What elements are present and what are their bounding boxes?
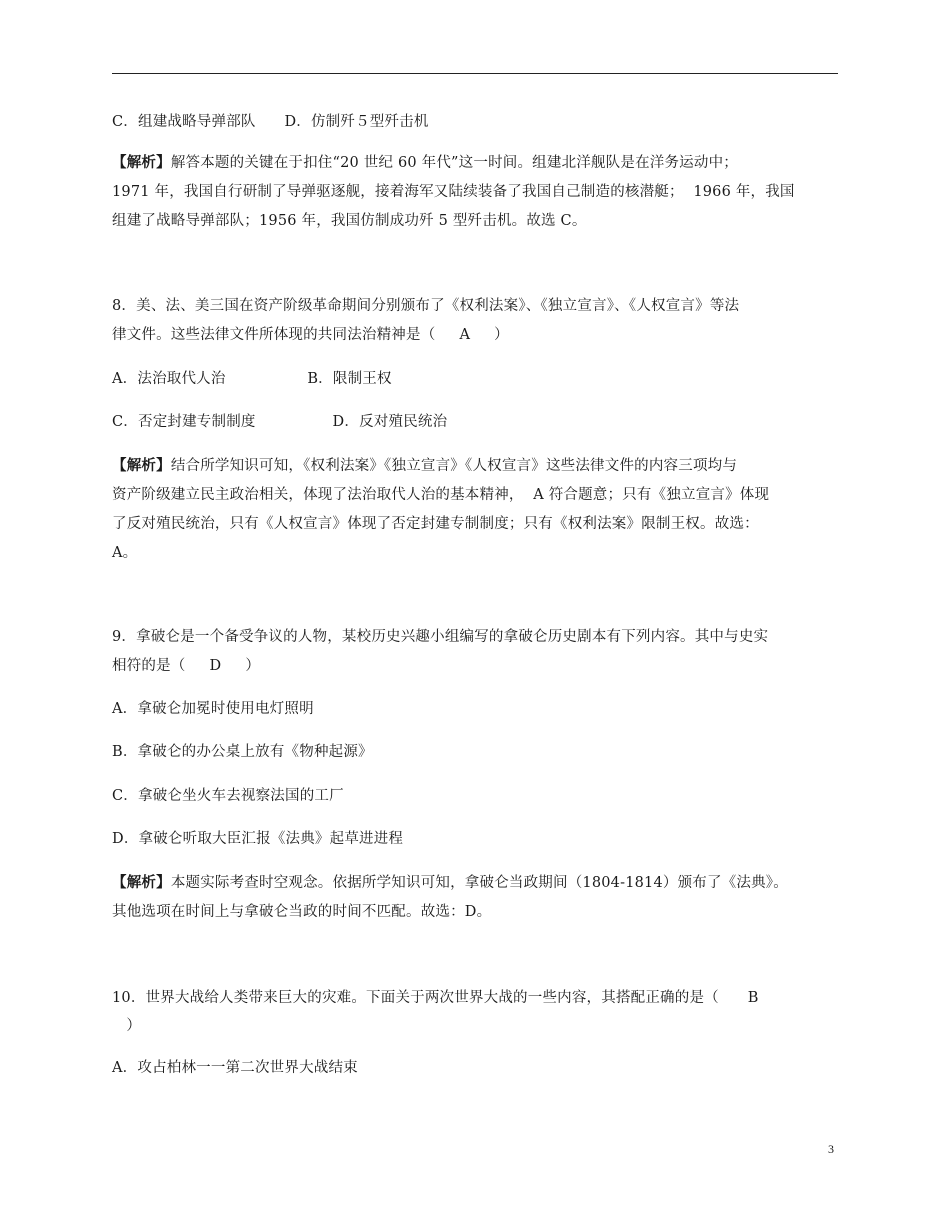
- q7-analysis-tag: 【解析】: [112, 154, 171, 171]
- q9-analysis-line-1: 【解析】本题实际考查时空观念。依据所学知识可知，拿破仑当政期间（1804-1814）颁布了《法典》。: [112, 874, 788, 891]
- q8-stem-line-2: 律文件。这些法律文件所体现的共同法治精神是（ A ）: [112, 327, 509, 343]
- q7-analysis-line-2: 1971 年，我国自行研制了导弹驱逐舰，接着海军又陆续装备了我国自己制造的核潜艇； 1966 年，我国: [112, 184, 795, 200]
- q9-option-c: C．拿破仑坐火车去视察法国的工厂: [112, 788, 344, 804]
- q9-stem-line-1: 9．拿破仑是一个备受争议的人物，某校历史兴趣小组编写的拿破仑历史剧本有下列内容。其中与史实: [112, 629, 769, 645]
- q9-option-d: D．拿破仑听取大臣汇报《法典》起草进进程: [112, 831, 404, 847]
- q9-analysis-tag: 【解析】: [112, 874, 171, 891]
- q10-option-a: A．攻占柏林一一第二次世界大战结束: [112, 1060, 358, 1076]
- q8-analysis-line-4: A。: [112, 545, 138, 561]
- q8-analysis-line-1: 【解析】结合所学知识可知，《权利法案》《独立宣言》《人权宣言》这些法律文件的内容三项均与: [112, 457, 738, 474]
- header-rule: [112, 73, 838, 74]
- q9-stem-line-2: 相符的是（ D ）: [112, 658, 261, 674]
- page-number: 3: [828, 1142, 834, 1156]
- q8-stem-line-1: 8．美、法、美三国在资产阶级革命期间分别颁布了《权利法案》、《独立宣言》、《人权宣言》等法: [112, 298, 740, 314]
- q7-options-cd: C．组建战略导弹部队 D．仿制歼５型歼击机: [112, 114, 429, 130]
- q10-stem-line-2: ）: [112, 1018, 142, 1034]
- q10-stem-line-1: 10．世界大战给人类带来巨大的灾难。下面关于两次世界大战的一些内容，其搭配正确的是（ B: [112, 990, 759, 1006]
- q8-option-cd: C．否定封建专制制度 D．反对殖民统治: [112, 414, 448, 430]
- q8-analysis-line-2: 资产阶级建立民主政治相关，体现了法治取代人治的基本精神， A 符合题意；只有《独立宣言》体现: [112, 487, 770, 503]
- q8-analysis-line-3: 了反对殖民统治，只有《人权宣言》体现了否定封建专制制度；只有《权利法案》限制王权。故选：: [112, 516, 759, 532]
- q8-option-ab: A．法治取代人治 B．限制王权: [112, 371, 392, 387]
- q9-option-b: B．拿破仑的办公桌上放有《物种起源》: [112, 744, 373, 760]
- q7-analysis-line-3: 组建了战略导弹部队；1956 年，我国仿制成功歼 5 型歼击机。故选 C。: [112, 213, 587, 229]
- q9-option-a: A．拿破仑加冕时使用电灯照明: [112, 701, 314, 717]
- q9-analysis-line-2: 其他选项在时间上与拿破仑当政的时间不匹配。故选：D。: [112, 904, 492, 920]
- q7-analysis-line-1: 【解析】解答本题的关键在于扣住“20 世纪 60 年代”这一时间。组建北洋舰队是在洋务运动中；: [112, 154, 738, 171]
- q8-analysis-tag: 【解析】: [112, 457, 171, 474]
